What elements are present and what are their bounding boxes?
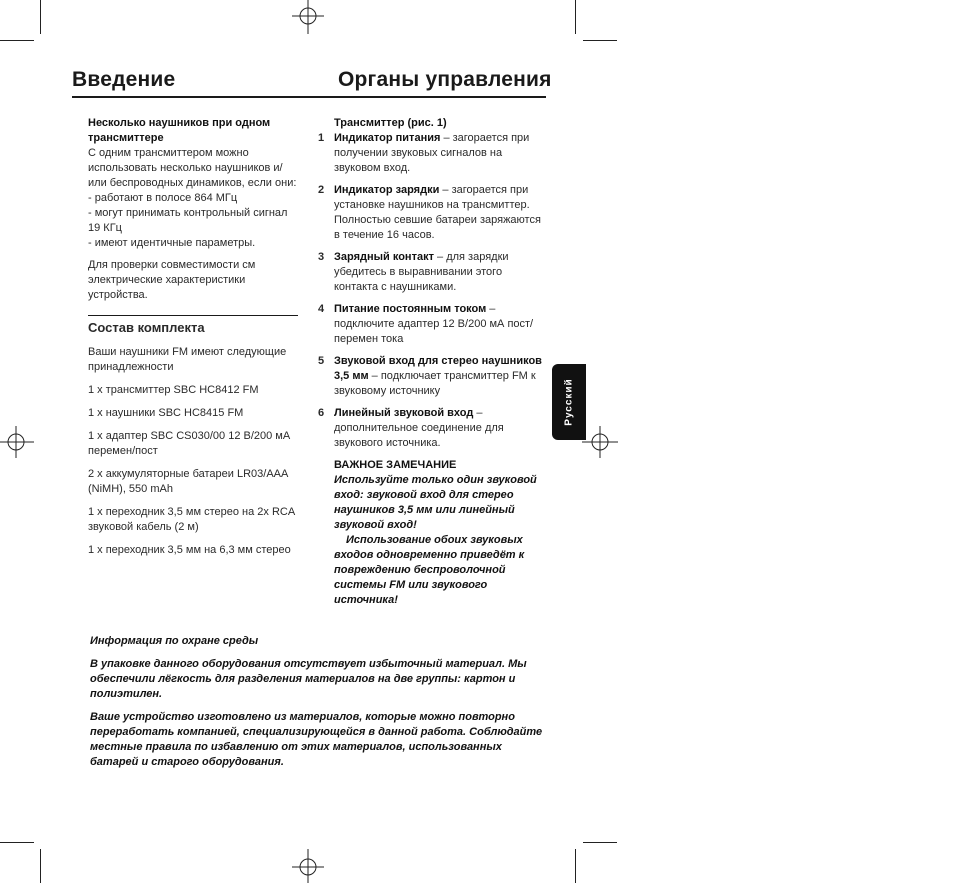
environment-text: Ваше устройство изготовлено из материалов, которые можно повторно переработать компанией, специализирующейся в данной работа. Соблюдайте местные правила по избавлению от этих материалов, использованных батарей и старого оборудования. (90, 711, 543, 768)
crop-mark (575, 0, 576, 34)
registration-mark-icon (290, 849, 326, 883)
item-number: 4 (318, 303, 325, 315)
important-notice (318, 458, 548, 608)
item-desc: – загорается при получении звуковых сигналов на звуковом вход. (334, 132, 530, 174)
section-title-kit: Состав комплекта (88, 320, 205, 335)
control-item (318, 354, 548, 399)
control-item (318, 302, 548, 347)
item-label: Индикатор зарядки (334, 184, 440, 196)
item-desc: – дополнительное соединение для звукового источника. (334, 407, 504, 449)
crop-mark (40, 0, 41, 34)
crop-mark (575, 849, 576, 883)
item-label: Линейный звуковой вход (334, 407, 474, 419)
item-number: 2 (318, 184, 325, 196)
left-column (88, 116, 300, 566)
section-rule (88, 315, 298, 316)
item-number: 1 (318, 132, 325, 144)
item-label: Питание постоянным током (334, 303, 487, 315)
registration-mark-icon (290, 0, 326, 36)
body-line: - имеют идентичные параметры. (88, 237, 256, 249)
environment-info (90, 634, 550, 778)
kit-item: 1 x переходник 3,5 мм на 6,3 мм стерео (88, 544, 291, 556)
crop-mark (0, 842, 34, 843)
item-number: 5 (318, 355, 325, 367)
important-text: Используйте только один звуковой вход: звуковой вход для стерео наушников 3,5 мм или линейный звуковой вход! (334, 474, 537, 531)
crop-mark (583, 842, 617, 843)
item-number: 3 (318, 251, 325, 263)
item-desc: – подключает трансмиттер FM к звуковому источнику (334, 370, 536, 397)
item-number: 6 (318, 407, 325, 419)
item-desc: – загорается при установке наушников на трансмиттер. Полностью севшие батареи заряжаются в течение 16 часов. (334, 184, 541, 241)
registration-mark-icon (0, 424, 36, 460)
page-title-controls: Органы управления (338, 68, 552, 91)
body-line: С одним трансмиттером можно использовать несколько наушников и/или беспроводных динамиков, если они: (88, 147, 297, 189)
transmitter-title: Трансмиттер (рис. 1) (334, 117, 447, 129)
environment-text: В упаковке данного оборудования отсутствует избыточный материал. Мы обеспечили лёгкость для разделения материалов на две группы: картон и полиэтилен. (90, 658, 527, 700)
kit-item: 1 x адаптер SBC CS030/00 12 В/200 мА перемен/пост (88, 430, 291, 457)
control-item (318, 183, 548, 243)
important-title: ВАЖНОЕ ЗАМЕЧАНИЕ (334, 459, 457, 471)
item-desc: – для зарядки убедитесь в выравнивании этого контакта с наушниками. (334, 251, 509, 293)
registration-mark-icon (582, 424, 618, 460)
crop-mark (583, 40, 617, 41)
environment-title: Информация по охране среды (90, 635, 259, 647)
kit-item: 1 x наушники SBC HC8415 FM (88, 407, 244, 419)
right-column (318, 116, 548, 608)
control-item (318, 131, 548, 176)
kit-item: 2 x аккумуляторные батареи LR03/AAA (NiMH), 550 mAh (88, 468, 288, 495)
item-label: Индикатор питания (334, 132, 441, 144)
item-label: Зарядный контакт (334, 251, 434, 263)
compatibility-note: Для проверки совместимости см электрические характеристики устройства. (88, 259, 256, 301)
item-desc: – подключите адаптер 12 В/200 мА пост/перемен тока (334, 303, 534, 345)
kit-item: 1 x переходник 3,5 мм стерео на 2x RCA звуковой кабель (2 м) (88, 506, 295, 533)
section-title-multi-headphones: Несколько наушников при одном трансмиттере (88, 117, 271, 144)
kit-intro: Ваши наушники FM имеют следующие принадлежности (88, 346, 287, 373)
body-line: - могут принимать контрольный сигнал 19 КГц (88, 207, 288, 234)
important-text: Использование обоих звуковых входов одновременно приведёт к повреждению беспроволочной системы FM или звукового источника! (334, 534, 525, 606)
crop-mark (40, 849, 41, 883)
page-title-intro: Введение (72, 68, 176, 91)
language-tab (552, 364, 586, 440)
crop-mark (0, 40, 34, 41)
kit-item: 1 x трансмиттер SBC HC8412 FM (88, 384, 259, 396)
control-item (318, 406, 548, 451)
body-line: - работают в полосе 864 МГц (88, 192, 238, 204)
item-label: Звуковой вход для стерео наушников 3,5 мм (334, 355, 542, 382)
heading-rule (72, 96, 546, 98)
language-tab-label: Русский (563, 378, 575, 426)
control-item (318, 250, 548, 295)
